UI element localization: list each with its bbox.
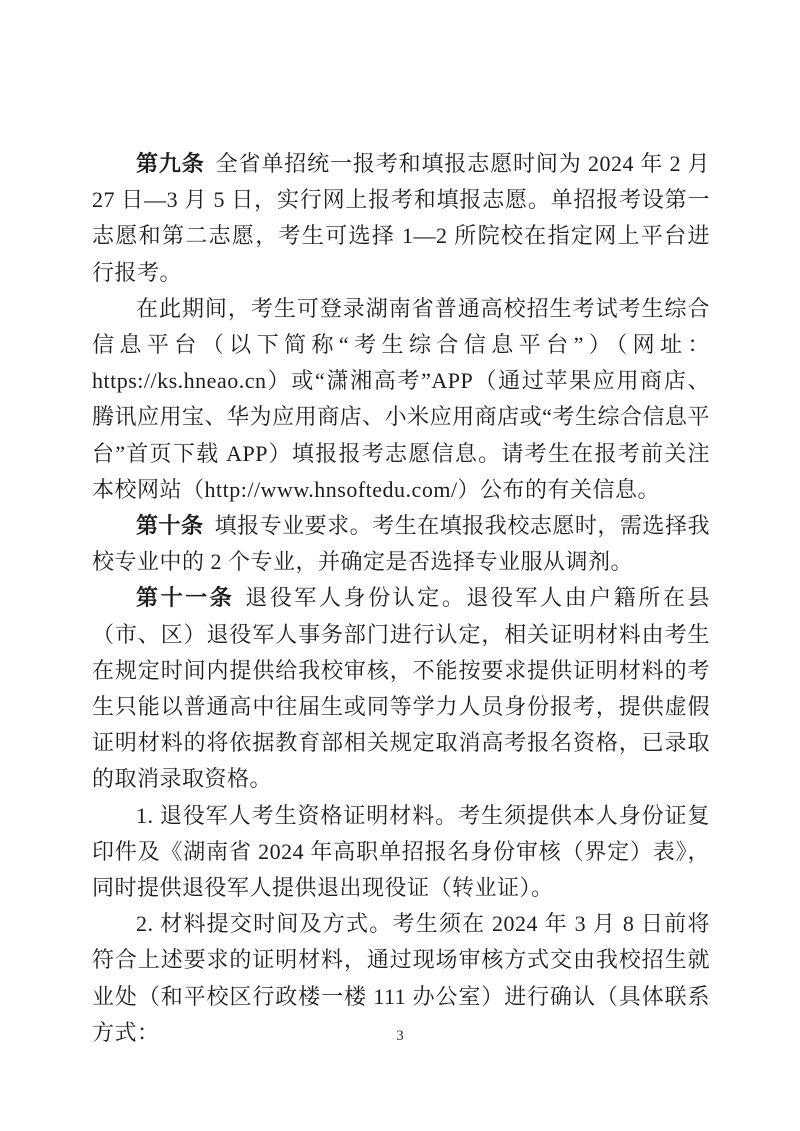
paragraph-article-11 <box>92 580 710 797</box>
paragraph-article-9 <box>92 146 710 291</box>
article-11-text: 退役军人身份认定。退役军人由户籍所在县（市、区）退役军人事务部门进行认定，相关证明材料由考生在规定时间内提供给我校审核，不能按要求提供证明材料的考生只能以普通高中往届生或同等学力人员身份报考，提供虚假证明材料的将依据教育部相关规定取消高考报名资格，已录取的取消录取资格。 <box>92 585 710 792</box>
document-body <box>92 146 710 1051</box>
article-10-heading: 第十条 <box>136 513 204 539</box>
item-2-text: 2. 材料提交时间及方式。考生须在 2024 年 3 月 8 日前将符合上述要求的证明材料，通过现场审核方式交由我校招生就业处（和平校区行政楼一楼 111 办公室）进行确认（具体联系方式： <box>92 911 710 1045</box>
article-10-text: 填报专业要求。考生在填报我校志愿时，需选择我校专业中的 2 个专业，并确定是否选择专业服从调剂。 <box>92 513 710 575</box>
paragraph-article-10 <box>92 508 710 580</box>
page-number: 3 <box>396 1028 404 1044</box>
article-9-text: 全省单招统一报考和填报志愿时间为 2024 年 2 月 27 日—3 月 5 日，实行网上报考和填报志愿。单招报考设第一志愿和第二志愿，考生可选择 1—2 所院校在指定网上平台进行报考。 <box>92 151 710 285</box>
paragraph-item-1 <box>92 798 710 907</box>
paragraph-platform-info <box>92 291 710 508</box>
item-1-text: 1. 退役军人考生资格证明材料。考生须提供本人身份证复印件及《湖南省 2024 年高职单招报名身份审核（界定）表》，同时提供退役军人提供退出现役证（转业证）。 <box>92 802 710 901</box>
article-9-heading: 第九条 <box>136 151 205 176</box>
platform-info-text: 在此期间，考生可登录湖南省普通高校招生考试考生综合信息平台（以下简称“考生综合信息平台”）（网址：https://ks.hneao.cn）或“潇湘高考”APP（通过苹果应用商店、腾讯应用宝、华为应用商店、小米应用商店或“考生综合信息平台”首页下载 APP）填报报考志愿信息。请考生在报考前关注本校网站（http://www.hnsoftedu.com/）公布的有关信息。 <box>92 295 710 502</box>
article-11-heading: 第十一条 <box>136 585 235 611</box>
